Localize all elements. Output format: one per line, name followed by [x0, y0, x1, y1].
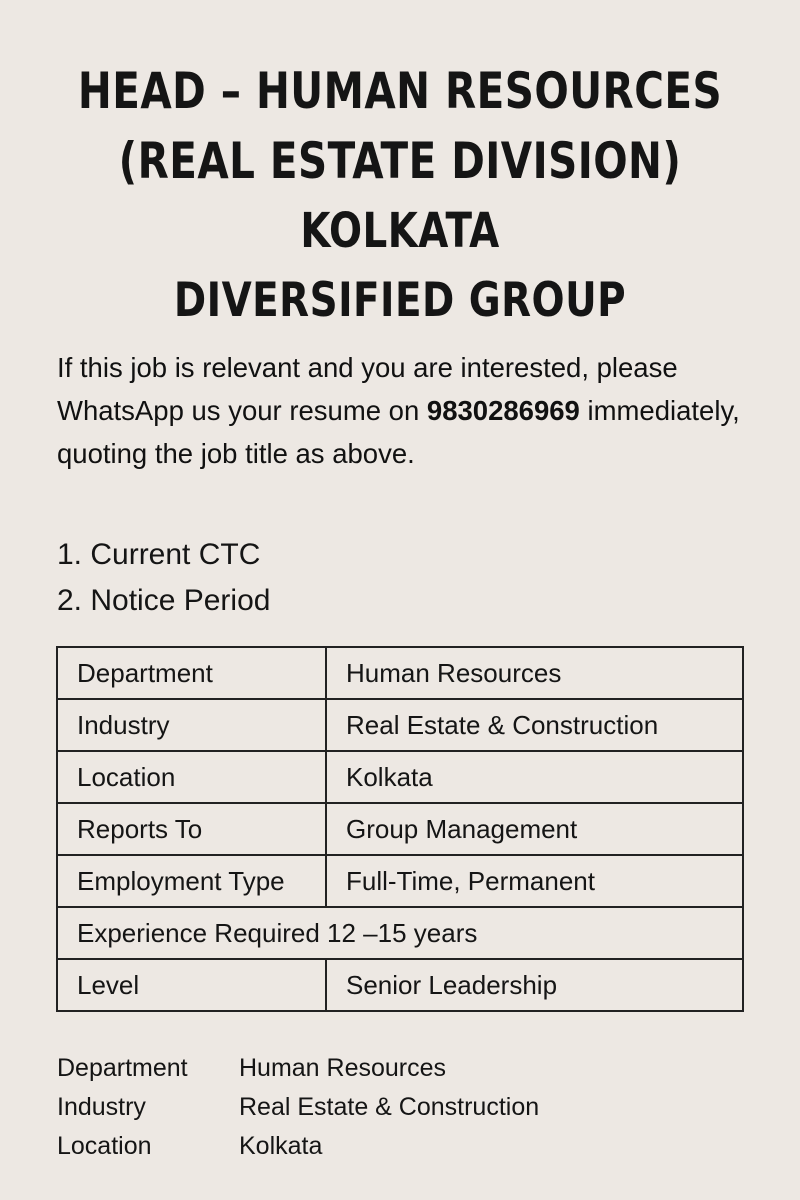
application-instructions: [57, 346, 747, 475]
job-title-block: [0, 56, 800, 336]
requirement-item: 2. Notice Period: [57, 584, 271, 617]
row-value: Senior Leadership: [326, 959, 743, 1011]
table-row: [57, 907, 743, 959]
summary-row: [57, 1049, 539, 1088]
job-title-line-1: HEAD – HUMAN RESOURCES: [77, 62, 723, 120]
table-row: [57, 751, 743, 803]
row-value: Group Management: [326, 803, 743, 855]
row-key: Industry: [57, 699, 326, 751]
row-value: Human Resources: [326, 647, 743, 699]
row-key: Reports To: [57, 803, 326, 855]
row-key: Level: [57, 959, 326, 1011]
summary-key: Location: [57, 1132, 152, 1160]
table-row: [57, 647, 743, 699]
summary-row: [57, 1127, 539, 1166]
job-title-line-2: (REAL ESTATE DIVISION): [118, 132, 682, 190]
row-key: Location: [57, 751, 326, 803]
table-row: [57, 803, 743, 855]
row-key: Department: [57, 647, 326, 699]
summary-key: Department: [57, 1054, 188, 1082]
whatsapp-phone-number: 9830286969: [426, 395, 580, 426]
row-value: Real Estate & Construction: [326, 699, 743, 751]
row-value: Full-Time, Permanent: [326, 855, 743, 907]
row-key: Employment Type: [57, 855, 326, 907]
details-summary: [57, 1049, 539, 1166]
summary-key: Industry: [57, 1093, 146, 1121]
summary-value: Real Estate & Construction: [239, 1093, 540, 1121]
summary-value: Human Resources: [239, 1054, 447, 1082]
job-location-heading: KOLKATA: [300, 203, 500, 259]
instructions-text-start: If this job is relevant and you are interested, please WhatsApp us your resume on: [57, 352, 678, 426]
row-value: Kolkata: [326, 751, 743, 803]
requirements-list: [57, 532, 270, 624]
table-row: [57, 959, 743, 1011]
company-heading: DIVERSIFIED GROUP: [173, 273, 627, 328]
requirement-item: 1. Current CTC: [57, 538, 261, 571]
job-details-table: [56, 646, 744, 1012]
summary-row: [57, 1088, 539, 1127]
experience-required-cell: Experience Required 12 –15 years: [57, 907, 743, 959]
instructions-text-end: immediately, quoting the job title as above.: [57, 395, 740, 469]
summary-value: Kolkata: [239, 1132, 323, 1160]
table-row: [57, 855, 743, 907]
table-row: [57, 699, 743, 751]
